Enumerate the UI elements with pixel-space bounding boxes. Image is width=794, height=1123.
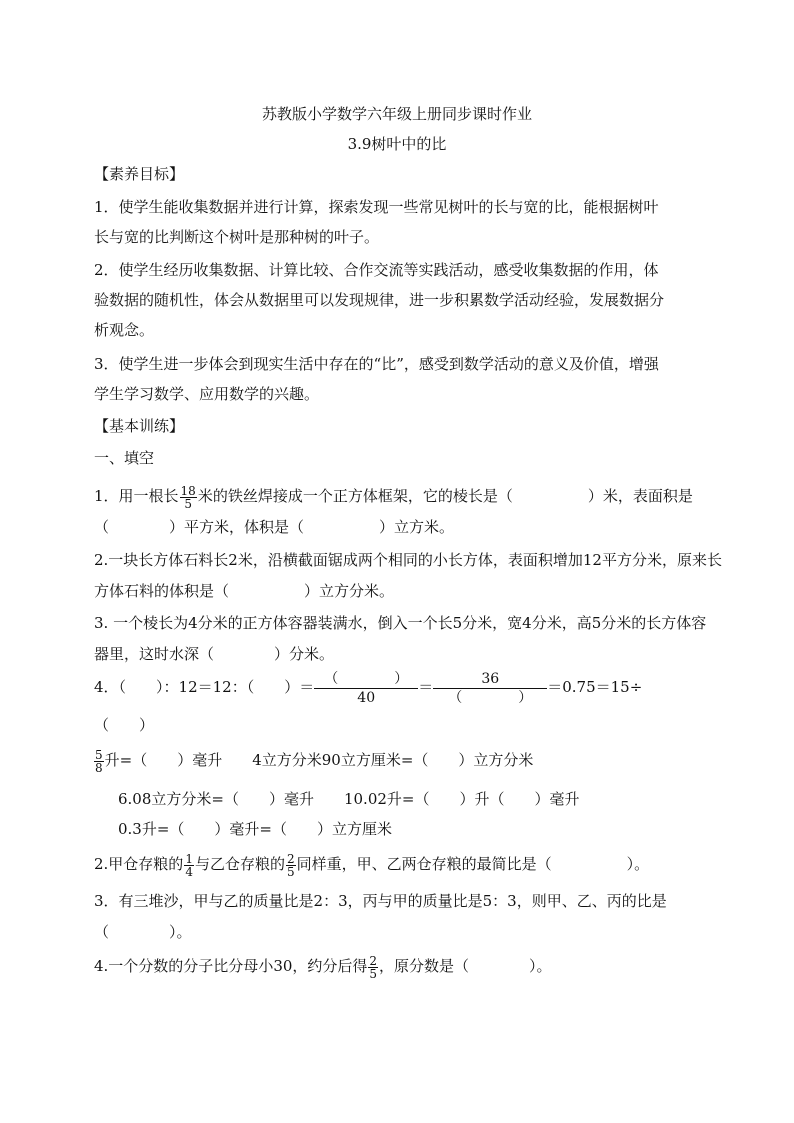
conversion-line-3: 0.3升=（ ）毫升=（ ）立方厘米 xyxy=(118,820,392,838)
fraction: $\frac{1}{4}$ xyxy=(185,851,193,879)
question-2-line-2: 方体石料的体积是（ ）立方分米。 xyxy=(94,582,395,600)
fraction: $\frac{5}{8}$ xyxy=(95,747,103,775)
question-3-line-1: 3. 一个棱长为4分米的正方体容器装满水，倒入一个长5分米，宽4分米，高5分米的长方体容 xyxy=(94,614,707,632)
goals-heading: 【素养目标】 xyxy=(94,165,185,183)
goal-line: 学生学习数学、应用数学的兴趣。 xyxy=(94,385,320,403)
worksheet-title: 苏教版小学数学六年级上册同步课时作业 xyxy=(261,105,532,123)
fraction: $\frac{18}{5}$ xyxy=(180,483,196,511)
fraction: $\frac{2}{5}$ xyxy=(369,953,378,981)
conversion-line-2: 6.08立方分米=（ ）毫升 10.02升=（ ）升（ ）毫升 xyxy=(118,790,580,808)
question-1-line-1: 1．用一根长 $\frac{18}{5}$ 米的铁丝焊接成一个正方体框架，它的棱长是（ ）米，表面积是 xyxy=(94,483,693,511)
goal-line: 验数据的随机性，体会从数据里可以发现规律，进一步积累数学活动经验，发展数据分 xyxy=(94,291,665,309)
question-5-line: 2.甲仓存粮的 $\frac{1}{4}$ 与乙仓存粮的 $\frac{2}{5}$ 同样重，甲、乙两仓存粮的最简比是（ ）。 xyxy=(94,851,650,879)
basic-training-heading: 【基本训练】 xyxy=(94,417,185,435)
goal-line: 析观念。 xyxy=(94,321,155,339)
question-7-line: 4.一个分数的分子比分母小30，约分后得 $\frac{2}{5}$ ，原分数是（ ）。 xyxy=(94,953,552,981)
goal-line: 1．使学生能收集数据并进行计算，探索发现一些常见树叶的长与宽的比，能根据树叶 xyxy=(94,198,659,216)
question-3-line-2: 器里，这时水深（ ）分米。 xyxy=(94,645,335,663)
goal-line: 长与宽的比判断这个树叶是那种树的叶子。 xyxy=(94,228,380,246)
question-6-line-1: 3．有三堆沙，甲与乙的质量比是2：3，丙与甲的质量比是5：3，则甲、乙、丙的比是 xyxy=(94,892,667,910)
lesson-subtitle: 3.9树叶中的比 xyxy=(347,135,447,153)
conversion-line-1: $\frac{5}{8}$ 升=（ ）毫升 4立方分米90立方厘米=（ ）立方分米 xyxy=(95,747,534,775)
question-4-line-1: 4．（ ）：12＝12：（ ）＝ $\frac{( )}{40}$ ＝ $\frac{36}{( )}$ ＝0.75＝15÷ xyxy=(94,670,643,706)
question-2-line-1: 2.一块长方体石料长2米，沿横截面锯成两个相同的小长方体，表面积增加12平方分米，原来长 xyxy=(94,551,722,569)
fraction: $\frac{2}{5}$ xyxy=(286,851,295,879)
part-one-heading: 一、填空 xyxy=(94,449,155,467)
goal-line: 3．使学生进一步体会到现实生活中存在的“比”，感受到数学活动的意义及价值，增强 xyxy=(94,355,659,373)
fraction: $\frac{36}{( )}$ xyxy=(433,670,547,707)
fraction: $\frac{( )}{40}$ xyxy=(314,670,418,707)
question-6-line-2: （ ）。 xyxy=(94,923,192,941)
question-1-line-2: （ ）平方米，体积是（ ）立方米。 xyxy=(94,518,455,536)
question-4-line-2: （ ） xyxy=(94,716,155,734)
goal-line: 2．使学生经历收集数据、计算比较、合作交流等实践活动，感受收集数据的作用，体 xyxy=(94,261,659,279)
